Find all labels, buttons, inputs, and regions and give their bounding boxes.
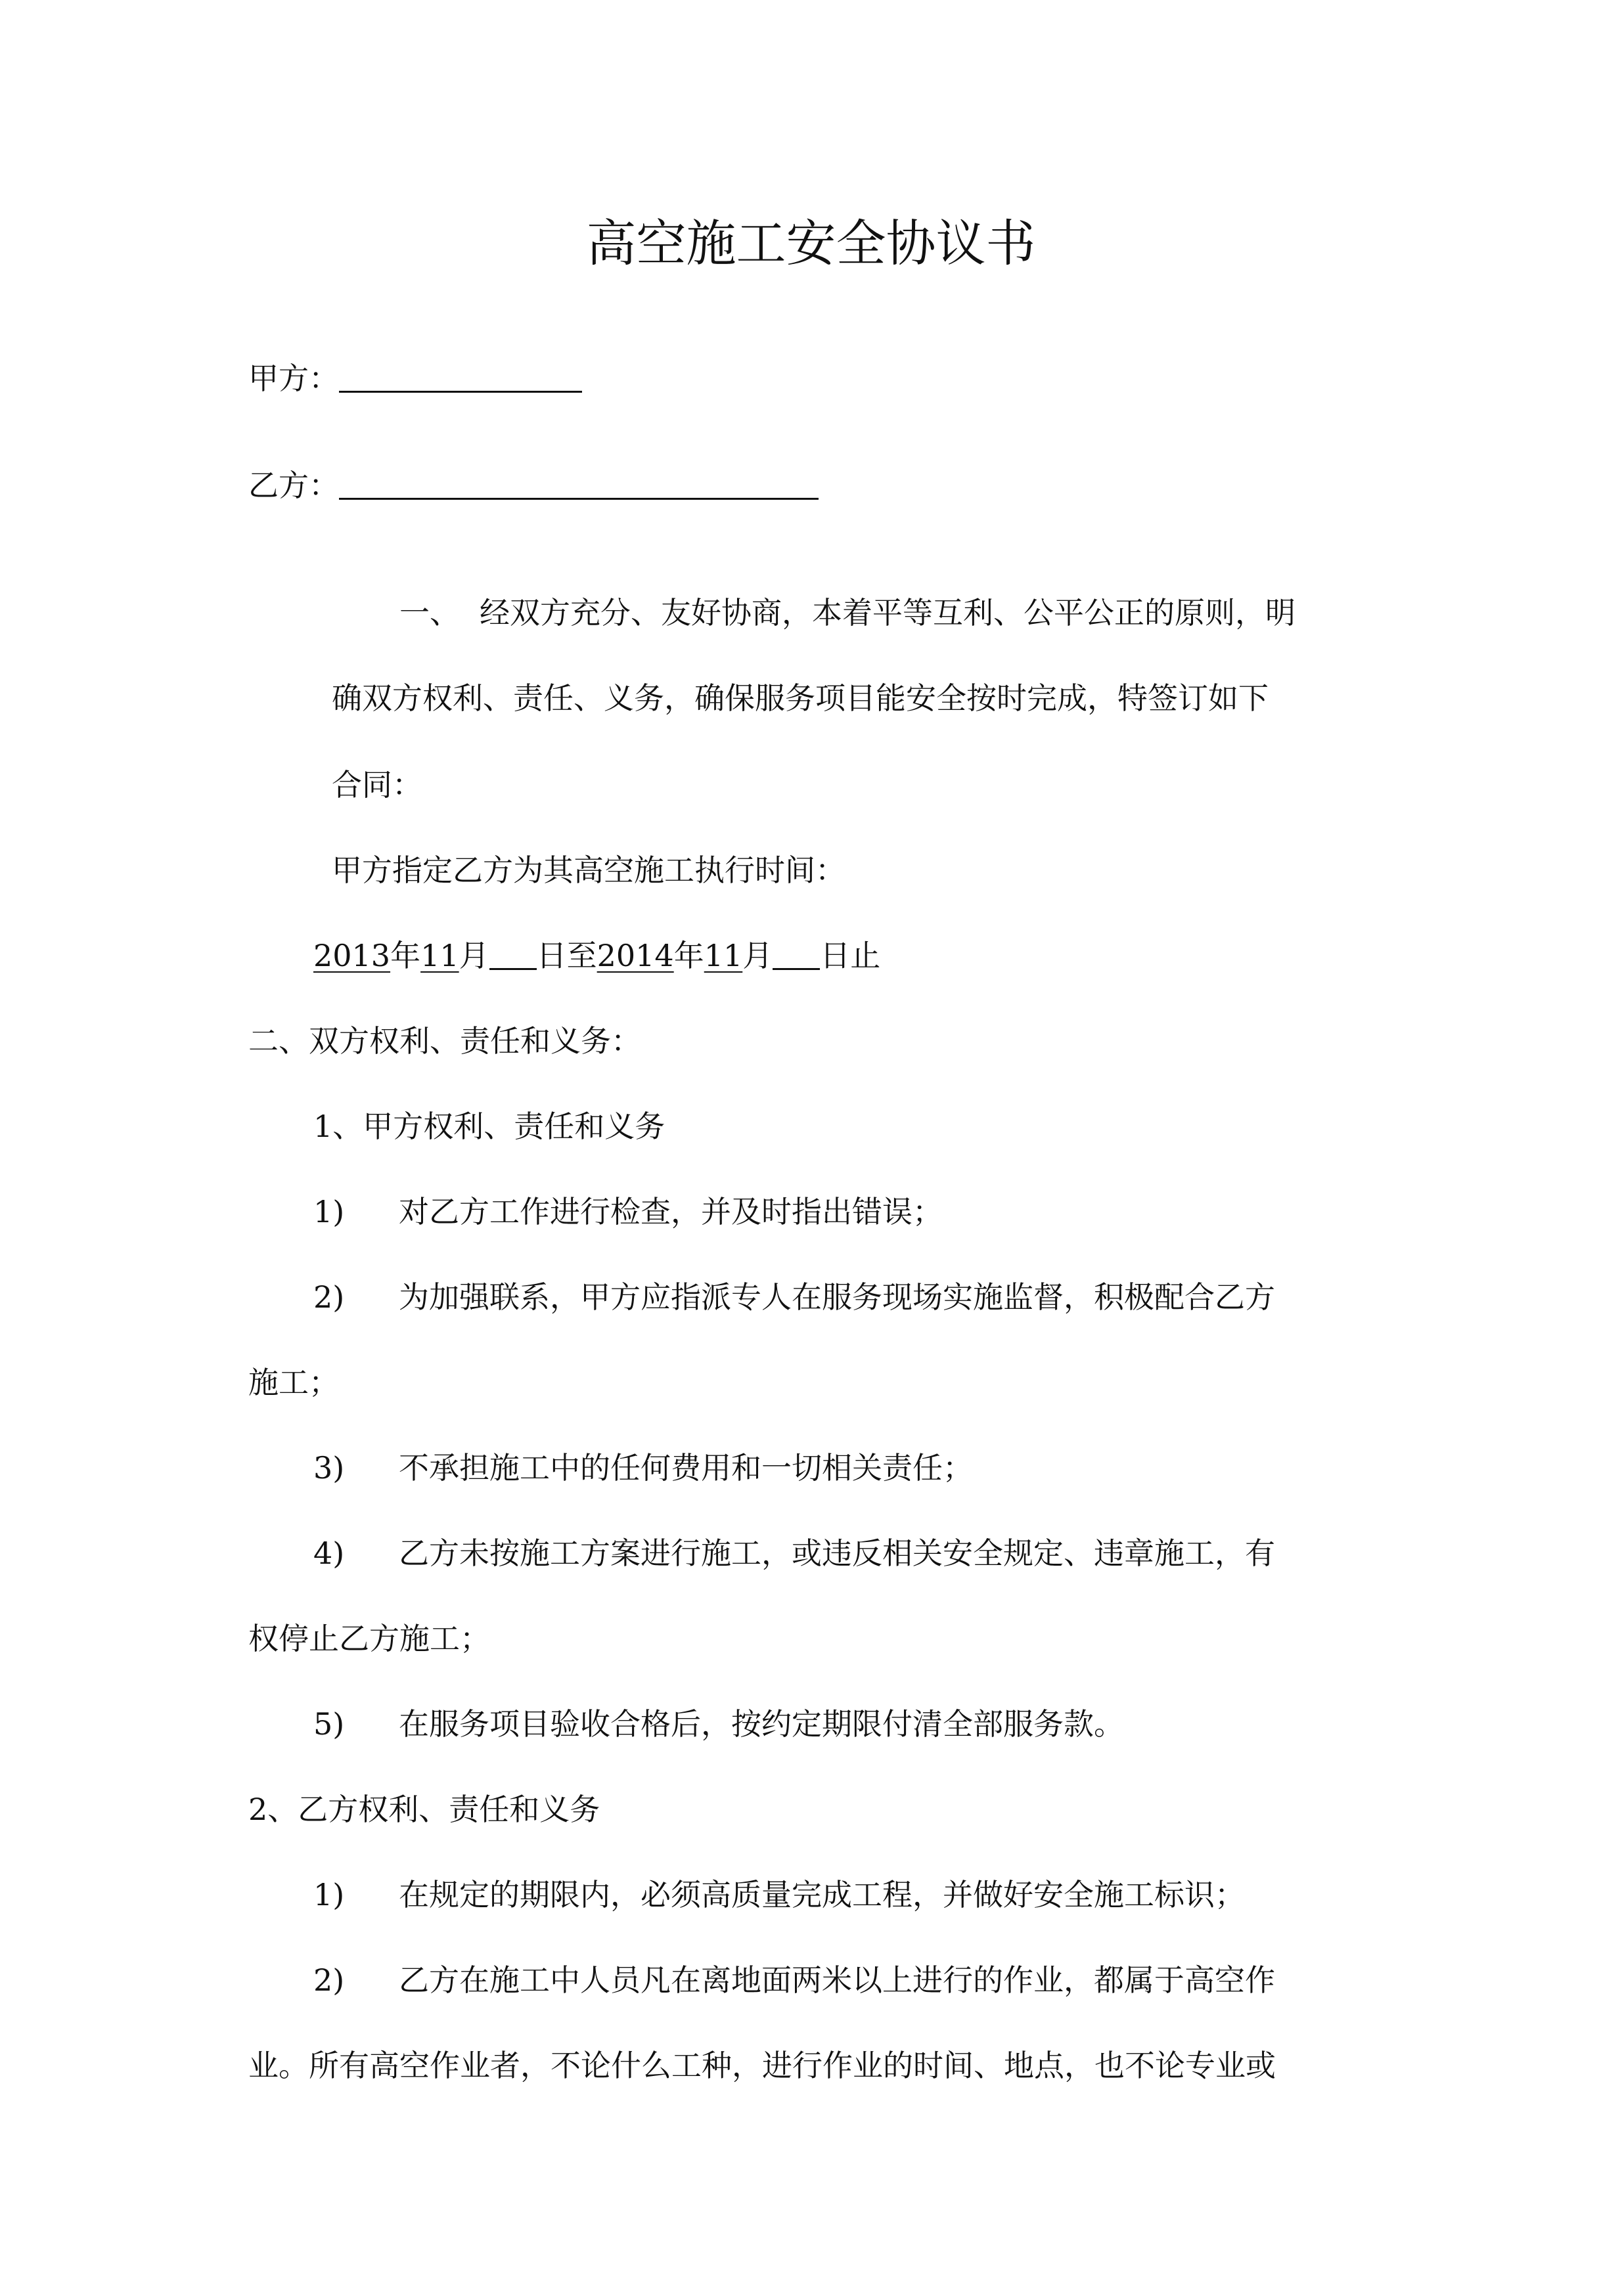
section2-heading: 二、双方权利、责任和义务： [248, 1023, 641, 1059]
item-continuation: 权停止乙方施工； [248, 1621, 490, 1656]
item-number: 1) [313, 1194, 345, 1229]
item-text: 乙方未按施工方案进行施工，或违反相关安全规定、违章施工，有 [399, 1535, 1275, 1571]
item-number: 3) [313, 1450, 345, 1486]
term-intro: 甲方指定乙方为其高空施工执行时间： [332, 852, 845, 888]
party-b-label: 乙方： [248, 468, 339, 503]
term-dates: 2013年11月 日至2014年11月 日止 [313, 938, 881, 973]
list-item [313, 1962, 1275, 1998]
section1-line3: 合同： [332, 767, 422, 803]
party-b-duties-heading: 2、乙方权利、责任和义务 [248, 1792, 600, 1827]
item-text: 在规定的期限内，必须高质量完成工程，并做好安全施工标识； [399, 1877, 1245, 1912]
item-number: 4) [313, 1535, 345, 1571]
party-a-blank [339, 391, 582, 393]
item-continuation: 业。所有高空作业者，不论什么工种，进行作业的时间、地点，也不论专业或 [248, 2048, 1276, 2083]
item-number: 2) [313, 1962, 345, 1998]
item-text: 对乙方工作进行检查，并及时指出错误； [399, 1194, 943, 1229]
list-item [313, 1535, 1275, 1571]
item-number: 1) [313, 1877, 345, 1912]
list-item [313, 1279, 1275, 1315]
item-continuation: 施工； [248, 1365, 339, 1400]
item-number: 2) [313, 1279, 345, 1315]
list-item [313, 1194, 943, 1229]
item-number: 5) [313, 1706, 345, 1742]
start-day-blank [489, 968, 537, 970]
start-year: 2013 [313, 938, 391, 973]
item-text: 在服务项目验收合格后，按约定期限付清全部服务款。 [399, 1706, 1124, 1742]
section1-line1 [399, 595, 1295, 630]
party-a-label: 甲方： [248, 361, 339, 396]
list-item [313, 1450, 973, 1486]
party-b-line [248, 468, 819, 503]
start-month: 11 [420, 938, 459, 973]
end-day-blank [773, 968, 820, 970]
end-year: 2014 [597, 938, 674, 973]
section1-text-1: 经双方充分、友好协商，本着平等互利、公平公正的原则，明 [480, 595, 1295, 630]
end-month: 11 [704, 938, 743, 973]
party-a-line [248, 361, 582, 396]
section1-marker: 一、 [399, 595, 460, 630]
item-text: 乙方在施工中人员凡在离地面两米以上进行的作业，都属于高空作 [399, 1962, 1275, 1998]
item-text: 不承担施工中的任何费用和一切相关责任； [399, 1450, 973, 1486]
list-item [313, 1706, 1124, 1742]
list-item [313, 1877, 1245, 1912]
party-b-blank [339, 498, 819, 500]
document-title: 高空施工安全协议书 [586, 214, 1036, 273]
party-a-duties-heading: 1、甲方权利、责任和义务 [313, 1109, 665, 1144]
section1-line2: 确双方权利、责任、义务，确保服务项目能安全按时完成，特签订如下 [332, 680, 1269, 716]
item-text: 为加强联系，甲方应指派专人在服务现场实施监督，积极配合乙方 [399, 1279, 1275, 1315]
